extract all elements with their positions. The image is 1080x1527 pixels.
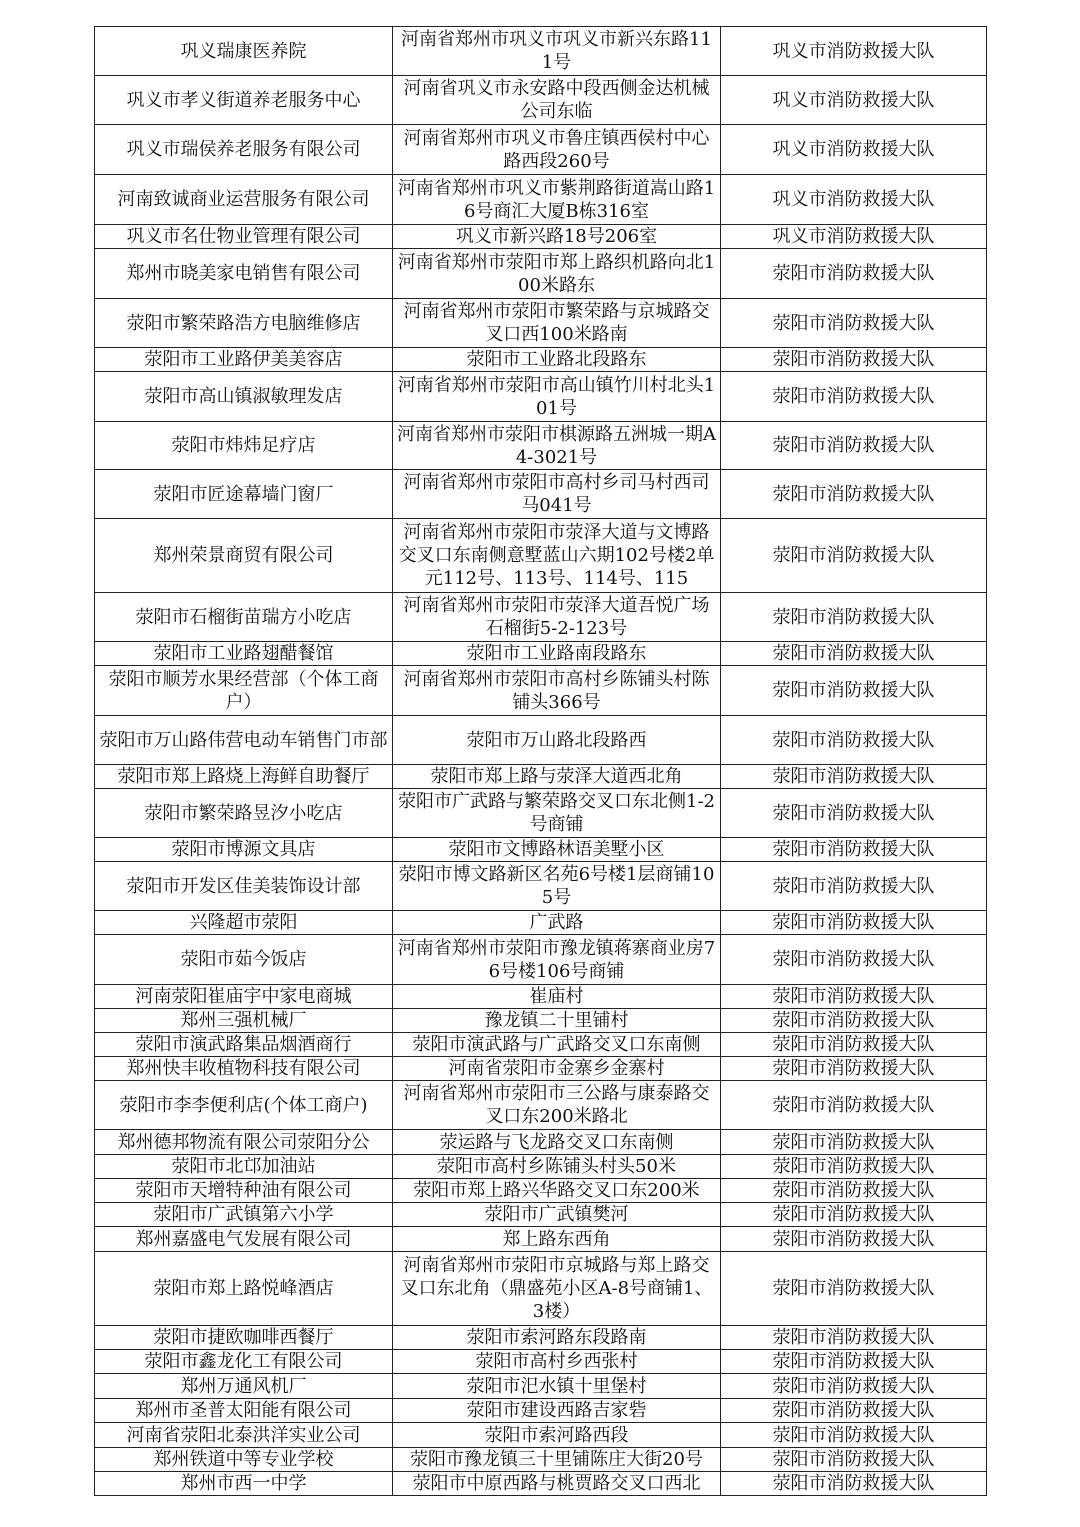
address-cell: 荥阳市文博路林语美墅小区 bbox=[393, 838, 721, 862]
fire-brigade-cell: 荥阳市消防救援大队 bbox=[721, 1179, 987, 1203]
fire-brigade-cell: 巩义市消防救援大队 bbox=[721, 76, 987, 125]
table-row bbox=[95, 862, 987, 911]
address-cell: 广武路 bbox=[393, 911, 721, 935]
table-row bbox=[95, 1399, 987, 1423]
table-row bbox=[95, 372, 987, 422]
table-row bbox=[95, 1179, 987, 1203]
fire-brigade-cell: 荥阳市消防救援大队 bbox=[721, 642, 987, 666]
table-row bbox=[95, 1326, 987, 1350]
unit-name-cell: 荥阳市高山镇淑敏理发店 bbox=[95, 372, 393, 422]
address-cell: 豫龙镇二十里铺村 bbox=[393, 1009, 721, 1033]
table-row bbox=[95, 1448, 987, 1472]
fire-brigade-cell: 荥阳市消防救援大队 bbox=[721, 1155, 987, 1179]
address-cell: 荥阳市豫龙镇三十里铺陈庄大街20号 bbox=[393, 1448, 721, 1472]
table-row bbox=[95, 985, 987, 1009]
address-cell: 荥阳市高村乡西张村 bbox=[393, 1350, 721, 1374]
unit-name-cell: 荥阳市石榴街苗瑞方小吃店 bbox=[95, 593, 393, 642]
fire-brigade-cell: 荥阳市消防救援大队 bbox=[721, 1399, 987, 1423]
table-row bbox=[95, 76, 987, 125]
unit-name-cell: 荥阳市演武路集品烟酒商行 bbox=[95, 1033, 393, 1057]
unit-name-cell: 巩义市孝义街道养老服务中心 bbox=[95, 76, 393, 125]
fire-brigade-cell: 荥阳市消防救援大队 bbox=[721, 422, 987, 470]
unit-name-cell: 荥阳市鑫龙化工有限公司 bbox=[95, 1350, 393, 1374]
address-cell: 河南省郑州市巩义市巩义市新兴东路111号 bbox=[393, 27, 721, 76]
unit-name-cell: 荥阳市万山路伟营电动车销售门市部 bbox=[95, 716, 393, 765]
fire-brigade-cell: 荥阳市消防救援大队 bbox=[721, 985, 987, 1009]
address-cell: 荥阳市高村乡陈铺头村头50米 bbox=[393, 1155, 721, 1179]
address-cell: 河南省郑州市荥阳市荥泽大道吾悦广场石榴街5-2-123号 bbox=[393, 593, 721, 642]
fire-brigade-cell: 荥阳市消防救援大队 bbox=[721, 249, 987, 299]
fire-brigade-cell: 荥阳市消防救援大队 bbox=[721, 593, 987, 642]
unit-name-cell: 荥阳市捷欧咖啡西餐厅 bbox=[95, 1326, 393, 1350]
address-cell: 巩义市新兴路18号206室 bbox=[393, 225, 721, 249]
unit-name-cell: 郑州三强机械厂 bbox=[95, 1009, 393, 1033]
unit-name-cell: 郑州市西一中学 bbox=[95, 1472, 393, 1496]
fire-brigade-cell: 荥阳市消防救援大队 bbox=[721, 1252, 987, 1326]
fire-brigade-cell: 巩义市消防救援大队 bbox=[721, 175, 987, 225]
address-cell: 荥阳市索河路西段 bbox=[393, 1423, 721, 1448]
address-cell: 河南省郑州市荥阳市京城路与郑上路交叉口东北角（鼎盛苑小区A-8号商铺1、3楼） bbox=[393, 1252, 721, 1326]
fire-brigade-cell: 荥阳市消防救援大队 bbox=[721, 1423, 987, 1448]
table-row bbox=[95, 175, 987, 225]
unit-name-cell: 荥阳市天增特种油有限公司 bbox=[95, 1179, 393, 1203]
fire-brigade-cell: 荥阳市消防救援大队 bbox=[721, 299, 987, 348]
address-cell: 郑上路东西角 bbox=[393, 1227, 721, 1252]
unit-name-cell: 郑州市晓美家电销售有限公司 bbox=[95, 249, 393, 299]
unit-name-cell: 荥阳市开发区佳美装饰设计部 bbox=[95, 862, 393, 911]
address-cell: 荥阳市万山路北段路西 bbox=[393, 716, 721, 765]
unit-name-cell: 郑州铁道中等专业学校 bbox=[95, 1448, 393, 1472]
fire-brigade-cell: 荥阳市消防救援大队 bbox=[721, 666, 987, 716]
table-row bbox=[95, 593, 987, 642]
table-row bbox=[95, 1227, 987, 1252]
table-row bbox=[95, 470, 987, 519]
unit-name-cell: 河南致诚商业运营服务有限公司 bbox=[95, 175, 393, 225]
address-cell: 河南省郑州市荥阳市郑上路织机路向北100米路东 bbox=[393, 249, 721, 299]
table-body bbox=[95, 27, 987, 1496]
fire-brigade-cell: 荥阳市消防救援大队 bbox=[721, 1081, 987, 1130]
fire-brigade-cell: 荥阳市消防救援大队 bbox=[721, 862, 987, 911]
address-cell: 河南省巩义市永安路中段西侧金达机械公司东临 bbox=[393, 76, 721, 125]
unit-name-cell: 荥阳市郑上路悦峰酒店 bbox=[95, 1252, 393, 1326]
unit-name-cell: 荥阳市繁荣路昱汐小吃店 bbox=[95, 789, 393, 838]
fire-brigade-cell: 荥阳市消防救援大队 bbox=[721, 1033, 987, 1057]
fire-inspection-table bbox=[94, 26, 987, 1496]
unit-name-cell: 荥阳市北邙加油站 bbox=[95, 1155, 393, 1179]
table-row bbox=[95, 348, 987, 372]
unit-name-cell: 荥阳市博源文具店 bbox=[95, 838, 393, 862]
fire-brigade-cell: 荥阳市消防救援大队 bbox=[721, 1009, 987, 1033]
table-row bbox=[95, 765, 987, 789]
fire-brigade-cell: 荥阳市消防救援大队 bbox=[721, 372, 987, 422]
unit-name-cell: 郑州快丰收植物科技有限公司 bbox=[95, 1057, 393, 1081]
table-row bbox=[95, 1155, 987, 1179]
fire-brigade-cell: 荥阳市消防救援大队 bbox=[721, 348, 987, 372]
unit-name-cell: 巩义市瑞侯养老服务有限公司 bbox=[95, 125, 393, 175]
unit-name-cell: 巩义市名仕物业管理有限公司 bbox=[95, 225, 393, 249]
address-cell: 荥阳市索河路东段路南 bbox=[393, 1326, 721, 1350]
unit-name-cell: 巩义瑞康医养院 bbox=[95, 27, 393, 76]
unit-name-cell: 荥阳市繁荣路浩方电脑维修店 bbox=[95, 299, 393, 348]
table-row bbox=[95, 935, 987, 985]
table-row bbox=[95, 1374, 987, 1399]
fire-brigade-cell: 荥阳市消防救援大队 bbox=[721, 935, 987, 985]
address-cell: 河南省郑州市荥阳市高山镇竹川村北头101号 bbox=[393, 372, 721, 422]
unit-name-cell: 荥阳市工业路伊美美容店 bbox=[95, 348, 393, 372]
table-row bbox=[95, 789, 987, 838]
table-row bbox=[95, 1057, 987, 1081]
address-cell: 河南省郑州市荥阳市荥泽大道与文博路交叉口东南侧意墅蓝山六期102号楼2单元112号、113号、114号、115 bbox=[393, 519, 721, 593]
fire-brigade-cell: 荥阳市消防救援大队 bbox=[721, 1227, 987, 1252]
table-row bbox=[95, 911, 987, 935]
table-row bbox=[95, 1130, 987, 1155]
table-row bbox=[95, 642, 987, 666]
table-row bbox=[95, 422, 987, 470]
unit-name-cell: 荥阳市匠途幕墙门窗厂 bbox=[95, 470, 393, 519]
unit-name-cell: 荥阳市顺芳水果经营部（个体工商户） bbox=[95, 666, 393, 716]
unit-name-cell: 郑州荣景商贸有限公司 bbox=[95, 519, 393, 593]
unit-name-cell: 郑州德邦物流有限公司荥阳分公 bbox=[95, 1130, 393, 1155]
table-row bbox=[95, 1350, 987, 1374]
address-cell: 荥阳市中原西路与桃贾路交叉口西北 bbox=[393, 1472, 721, 1496]
fire-brigade-cell: 荥阳市消防救援大队 bbox=[721, 470, 987, 519]
address-cell: 河南省郑州市荥阳市高村乡陈铺头村陈铺头366号 bbox=[393, 666, 721, 716]
address-cell: 荥阳市广武镇樊河 bbox=[393, 1203, 721, 1227]
address-cell: 河南省郑州市巩义市紫荆路街道嵩山路16号商汇大厦B栋316室 bbox=[393, 175, 721, 225]
fire-brigade-cell: 荥阳市消防救援大队 bbox=[721, 1130, 987, 1155]
address-cell: 荥阳市建设西路吉家砦 bbox=[393, 1399, 721, 1423]
table-row bbox=[95, 838, 987, 862]
address-cell: 荥阳市工业路南段路东 bbox=[393, 642, 721, 666]
unit-name-cell: 荥阳市李李便利店(个体工商户) bbox=[95, 1081, 393, 1130]
fire-brigade-cell: 巩义市消防救援大队 bbox=[721, 225, 987, 249]
fire-brigade-cell: 荥阳市消防救援大队 bbox=[721, 911, 987, 935]
fire-brigade-cell: 荥阳市消防救援大队 bbox=[721, 1057, 987, 1081]
fire-brigade-cell: 荥阳市消防救援大队 bbox=[721, 1374, 987, 1399]
fire-brigade-cell: 荥阳市消防救援大队 bbox=[721, 1326, 987, 1350]
table-row bbox=[95, 1252, 987, 1326]
address-cell: 河南省荥阳市金寨乡金寨村 bbox=[393, 1057, 721, 1081]
table-row bbox=[95, 1081, 987, 1130]
table-row bbox=[95, 225, 987, 249]
address-cell: 荥阳市郑上路兴华路交叉口东200米 bbox=[393, 1179, 721, 1203]
address-cell: 河南省郑州市荥阳市高村乡司马村西司马041号 bbox=[393, 470, 721, 519]
address-cell: 荥阳市演武路与广武路交叉口东南侧 bbox=[393, 1033, 721, 1057]
address-cell: 荥运路与飞龙路交叉口东南侧 bbox=[393, 1130, 721, 1155]
unit-name-cell: 兴隆超市荥阳 bbox=[95, 911, 393, 935]
fire-brigade-cell: 荥阳市消防救援大队 bbox=[721, 716, 987, 765]
address-cell: 河南省郑州市荥阳市豫龙镇蒋寨商业房76号楼106号商铺 bbox=[393, 935, 721, 985]
table-row bbox=[95, 1033, 987, 1057]
fire-brigade-cell: 荥阳市消防救援大队 bbox=[721, 519, 987, 593]
fire-brigade-cell: 荥阳市消防救援大队 bbox=[721, 1448, 987, 1472]
address-cell: 荥阳市汜水镇十里堡村 bbox=[393, 1374, 721, 1399]
unit-name-cell: 郑州市圣普太阳能有限公司 bbox=[95, 1399, 393, 1423]
table-row bbox=[95, 125, 987, 175]
fire-brigade-cell: 荥阳市消防救援大队 bbox=[721, 838, 987, 862]
unit-name-cell: 郑州万通风机厂 bbox=[95, 1374, 393, 1399]
fire-brigade-cell: 荥阳市消防救援大队 bbox=[721, 1472, 987, 1496]
address-cell: 河南省郑州市荥阳市棋源路五洲城一期A4-3021号 bbox=[393, 422, 721, 470]
address-cell: 河南省郑州市荥阳市三公路与康泰路交叉口东200米路北 bbox=[393, 1081, 721, 1130]
fire-brigade-cell: 荥阳市消防救援大队 bbox=[721, 765, 987, 789]
unit-name-cell: 河南省荥阳北泰洪洋实业公司 bbox=[95, 1423, 393, 1448]
fire-brigade-cell: 荥阳市消防救援大队 bbox=[721, 1350, 987, 1374]
address-cell: 荥阳市郑上路与荥泽大道西北角 bbox=[393, 765, 721, 789]
fire-brigade-cell: 巩义市消防救援大队 bbox=[721, 27, 987, 76]
table-row bbox=[95, 1423, 987, 1448]
unit-name-cell: 河南荥阳崔庙宇中家电商城 bbox=[95, 985, 393, 1009]
table-row bbox=[95, 249, 987, 299]
fire-brigade-cell: 巩义市消防救援大队 bbox=[721, 125, 987, 175]
fire-brigade-cell: 荥阳市消防救援大队 bbox=[721, 1203, 987, 1227]
table-row bbox=[95, 299, 987, 348]
address-cell: 崔庙村 bbox=[393, 985, 721, 1009]
address-cell: 荥阳市广武路与繁荣路交叉口东北侧1-2号商铺 bbox=[393, 789, 721, 838]
unit-name-cell: 荥阳市郑上路烧上海鲜自助餐厅 bbox=[95, 765, 393, 789]
unit-name-cell: 荥阳市工业路翅醋餐馆 bbox=[95, 642, 393, 666]
table-row bbox=[95, 666, 987, 716]
address-cell: 荥阳市工业路北段路东 bbox=[393, 348, 721, 372]
unit-name-cell: 郑州嘉盛电气发展有限公司 bbox=[95, 1227, 393, 1252]
table-row bbox=[95, 1009, 987, 1033]
table-row bbox=[95, 716, 987, 765]
unit-name-cell: 荥阳市炜炜足疗店 bbox=[95, 422, 393, 470]
address-cell: 河南省郑州市荥阳市繁荣路与京城路交叉口西100米路南 bbox=[393, 299, 721, 348]
address-cell: 河南省郑州市巩义市鲁庄镇西侯村中心路西段260号 bbox=[393, 125, 721, 175]
table-row bbox=[95, 1203, 987, 1227]
address-cell: 荥阳市博文路新区名苑6号楼1层商铺105号 bbox=[393, 862, 721, 911]
unit-name-cell: 荥阳市广武镇第六小学 bbox=[95, 1203, 393, 1227]
table-row bbox=[95, 519, 987, 593]
unit-name-cell: 荥阳市茹今饭店 bbox=[95, 935, 393, 985]
table-row bbox=[95, 1472, 987, 1496]
fire-brigade-cell: 荥阳市消防救援大队 bbox=[721, 789, 987, 838]
table-row bbox=[95, 27, 987, 76]
